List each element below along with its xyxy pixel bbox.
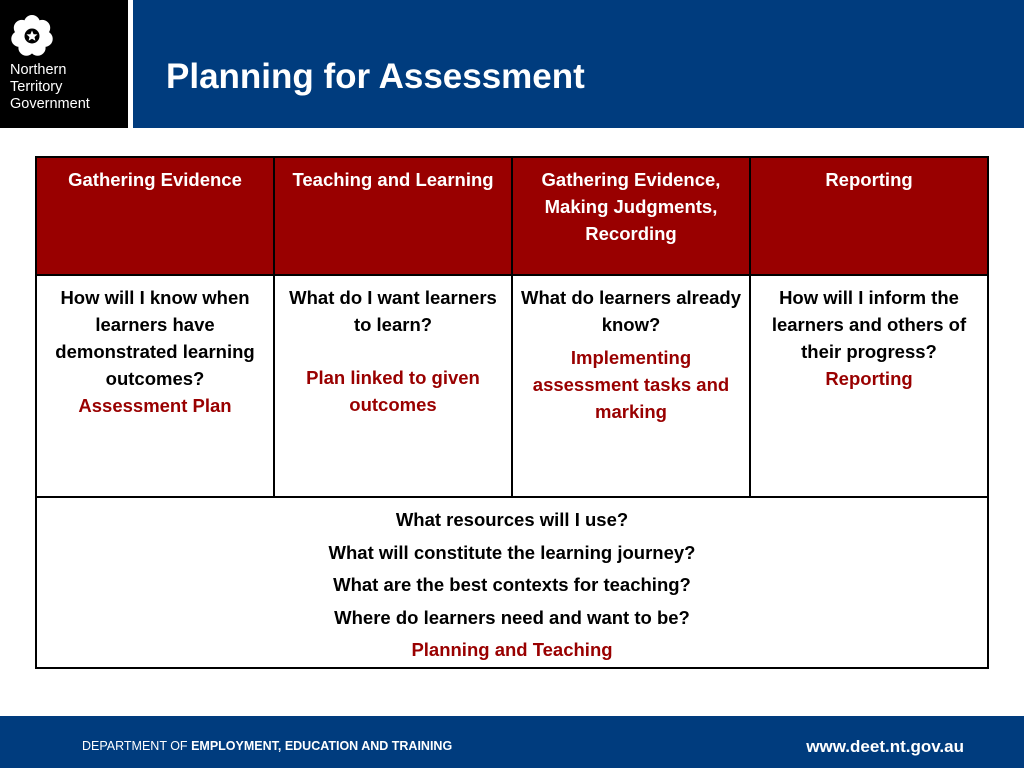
footer xyxy=(0,716,1024,768)
nt-government-logo xyxy=(0,0,128,128)
table-cell xyxy=(750,275,988,497)
header xyxy=(0,0,1024,128)
resources-question: Where do learners need and want to be? xyxy=(334,606,690,628)
logo-line-3: Government xyxy=(10,96,90,112)
header-cell-gathering-evidence: Gathering Evidence xyxy=(36,157,274,275)
table-header-row xyxy=(36,157,988,275)
table-row xyxy=(36,275,988,497)
cell-question: How will I know when learners have demonstrated learning outcomes? xyxy=(55,287,255,389)
header-cell-reporting: Reporting xyxy=(750,157,988,275)
logo-line-2: Territory xyxy=(10,79,63,95)
table-cell xyxy=(36,275,274,497)
planning-table xyxy=(35,156,989,669)
cell-answer: Reporting xyxy=(825,368,913,389)
resources-row xyxy=(36,497,988,668)
cell-question: What do learners already know? xyxy=(520,287,742,335)
table-cell xyxy=(274,275,512,497)
title-bar xyxy=(133,0,1024,128)
resources-answer: Planning and Teaching xyxy=(411,639,613,660)
resources-question: What are the best contexts for teaching? xyxy=(333,574,691,595)
resources-cell xyxy=(36,497,988,668)
header-cell-making-judgments: Gathering Evidence, Making Judgments, Recording xyxy=(512,157,750,275)
website-url: www.deet.nt.gov.au xyxy=(806,737,964,756)
logo-line-1: Northern xyxy=(10,62,67,78)
page-title: Planning for Assessment xyxy=(166,57,585,96)
cell-question: How will I inform the learners and others of their progress? xyxy=(771,287,967,362)
cell-answer: Assessment Plan xyxy=(78,395,232,416)
resources-question: What will constitute the learning journey? xyxy=(328,541,696,563)
logo-text xyxy=(10,62,90,113)
cell-answer: Plan linked to given outcomes xyxy=(306,367,480,415)
desert-rose-icon xyxy=(10,14,54,58)
header-cell-teaching-learning: Teaching and Learning xyxy=(274,157,512,275)
department-name xyxy=(82,739,452,753)
resources-question: What resources will I use? xyxy=(395,509,629,530)
department-prefix: DEPARTMENT OF xyxy=(82,739,188,753)
cell-answer: Implementing assessment tasks and marking xyxy=(532,347,730,422)
cell-question: What do I want learners to learn? xyxy=(289,287,497,335)
table-cell xyxy=(512,275,750,497)
department-title: EMPLOYMENT, EDUCATION AND TRAINING xyxy=(191,739,453,753)
